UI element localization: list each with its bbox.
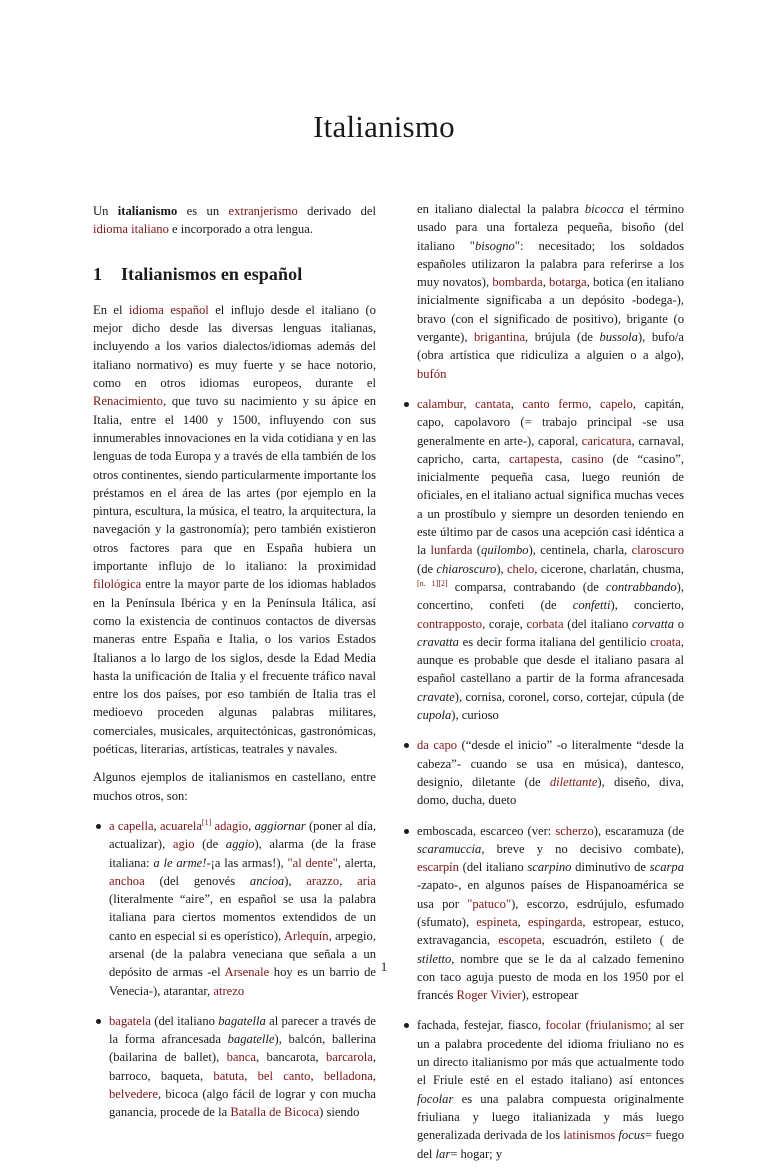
link-latinismos[interactable]: latinismos bbox=[563, 1128, 616, 1143]
section-number: 1 bbox=[93, 263, 103, 284]
list-item-b-continued: en italiano dialectal la palabra bicocca el término usado para una fortaleza pequeña, bisoño (del italiano "bisogno": necesitado; los soldados españoles utilizaron la palabra para referirse a los muy novatos), bombarda, botarga, botica (en italiano inicialmente significaba a un depósito -bodega-), bravo (con el significado de positivo), brigante (o vergante), brigantina, brújula (de bussola), bufo/a (obra artística que ridiculiza a alguien o a algo), bufón bbox=[417, 202, 684, 381]
link-bagatela[interactable]: bagatela bbox=[109, 1013, 151, 1028]
link-corbata[interactable]: corbata bbox=[526, 616, 564, 631]
link-calambur[interactable]: calambur bbox=[417, 396, 464, 411]
link-extranjerismo[interactable]: extranjerismo bbox=[228, 204, 298, 218]
link-da-capo[interactable]: da capo bbox=[417, 738, 458, 753]
link-casino[interactable]: casino bbox=[571, 451, 604, 466]
link-escarpin[interactable]: escarpín bbox=[417, 860, 459, 875]
link-a-capella[interactable]: a capella bbox=[109, 818, 154, 833]
link-friulanismo[interactable]: friulanismo bbox=[589, 1018, 648, 1033]
link-anchoa[interactable]: anchoa bbox=[109, 873, 145, 888]
link-agio[interactable]: agio bbox=[172, 837, 195, 852]
link-banca[interactable]: banca bbox=[226, 1050, 256, 1065]
link-espineta[interactable]: espineta bbox=[476, 914, 518, 929]
link-arazzo[interactable]: arazzo bbox=[306, 873, 340, 888]
link-scherzo[interactable]: scherzo bbox=[555, 823, 594, 838]
link-patuco[interactable]: "patuco" bbox=[467, 896, 512, 911]
link-belladona[interactable]: belladona bbox=[323, 1068, 373, 1083]
footnote-ref[interactable]: [n. 1][2] bbox=[417, 578, 448, 588]
list-item-d: da capo (“desde el inicio” -o literalmente “desde la cabeza”- cuando se usa en música), dantesco, designio, diletante (de dilettante), diseño, diva, domo, ducha, dueto bbox=[401, 736, 684, 809]
link-bombarda[interactable]: bombarda bbox=[492, 275, 543, 290]
link-escopeta[interactable]: escopeta bbox=[498, 933, 542, 948]
link-aria[interactable]: aria bbox=[357, 873, 377, 888]
link-atrezo[interactable]: atrezo bbox=[213, 983, 245, 998]
link-batuta[interactable]: batuta bbox=[213, 1068, 245, 1083]
link-contrapposto[interactable]: contrapposto bbox=[417, 616, 483, 631]
link-chelo[interactable]: chelo bbox=[506, 561, 535, 576]
link-espingarda[interactable]: espingarda bbox=[527, 914, 583, 929]
page-number: 1 bbox=[380, 959, 388, 974]
section-title-text: Italianismos en español bbox=[121, 263, 303, 284]
link-focolar[interactable]: focolar bbox=[545, 1018, 582, 1033]
page-title: Italianismo bbox=[313, 109, 455, 144]
link-cantata[interactable]: cantata bbox=[475, 396, 511, 411]
link-botarga[interactable]: botarga bbox=[549, 275, 587, 290]
list-item-f: fachada, festejar, fiasco, focolar (friulanismo; al ser un a palabra procedente del idioma friuliano no es un directo italianismo por más que actualmente todo el Friule esté en el estado italiano) así entonces focolar es una palabra compuesta originalmente friuliana y luego italianizada y más luego generalizada derivada de los latinismos focus= fuego del lar= hogar; y bbox=[401, 1016, 684, 1162]
link-barcarola[interactable]: barcarola bbox=[326, 1050, 373, 1065]
link-lunfarda[interactable]: lunfarda bbox=[430, 543, 473, 558]
link-idioma-italiano[interactable]: idioma italiano bbox=[93, 222, 169, 237]
link-canto-fermo[interactable]: canto fermo bbox=[522, 396, 589, 411]
body-paragraph: En el idioma español el influjo desde el italiano (o mejor dicho desde las diversas lenguas italianas, incluyendo a los varios dialectos/idiomas además del italiano normativo) es muy fuerte y se hace notorio, como en otros idiomas europeos, durante el Renacimiento, que tuvo su nacimiento y su ápice en Italia, entre el 1400 y 1500, influyendo con sus innumerables innovaciones en la vida cotidiana y en las lenguas de toda Europa y a través de ella también de los otros continentes, siendo particularmente importante los préstamos en el área de las artes (por ejemplo en la pintura, escultura, la música, el teatro, la arquitectura, la navegación y la gastronomía); pero también existieron otros factores para que en España hubiera un importante influjo de lo italiano: la proximidad filológica entre la mayor parte de los idiomas hablados en la Península Ibérica y en la Península Itálica, así como la existencia de continuos contactos de diversas maneras entre España e Italia, o los varios Estados Italianos a lo largo de los siglos, desde la Edad Media hasta la unificación de Italia y el frecuente tráfico naval entre los dos países, por eso también de Italia tras el medioevo proceden algunas palabras militares, comerciales, musicales, arquitectónicas, gastronómicas, poéticas, literarias, artísticas, teatrales y navales. bbox=[93, 302, 376, 757]
link-dilettante[interactable]: dilettante bbox=[549, 774, 598, 789]
link-acuarela[interactable]: acuarela bbox=[159, 818, 202, 833]
link-idioma-espanol[interactable]: idioma español bbox=[128, 302, 209, 317]
left-column bbox=[93, 200, 376, 1134]
list-item-a: a capella, acuarela[1] adagio, aggiornar (poner al día, actualizar), agio (de aggio), alarma (de la frase italiana: a le arme!-¡a las armas!), "al dente", alerta, anchoa (del genovés ancioa), arazzo, aria (literalmente “aire”, en español se usa la palabra italiana para ciertos momentos extendidos de un canto en especial si es operístico), Arlequín, arpegio, arsenal (de la palabra veneciana que señala a un depósito de armas -el Arsenale hoy es un barrio de Venecia-), atarantar, atrezo bbox=[93, 817, 376, 1000]
link-bel-canto[interactable]: bel canto bbox=[257, 1068, 311, 1083]
link-cartapesta[interactable]: cartapesta bbox=[508, 451, 560, 466]
link-croata[interactable]: croata bbox=[650, 634, 681, 649]
list-item-e: emboscada, escarceo (ver: scherzo), escaramuza (de scaramuccia, breve y no decisivo combate), escarpín (del italiano scarpino diminutivo de scarpa -zapato-, en algunos países de Hispanoamérica se usa por "patuco"), escorzo, esdrújulo, esfumado (sfumato), espineta, espingarda, estropear, estuco, extravagancia, escopeta, escuadrón, estileto ( de stiletto, nombre que se le da al calzado femenino con taco aguja puesto de moda en los 1950 por el francés Roger Vivier), estropear bbox=[401, 822, 684, 1005]
link-renacimiento[interactable]: Renacimiento bbox=[93, 394, 163, 409]
term-bold: italianismo bbox=[117, 204, 178, 218]
link-batalla-de-bicoca[interactable]: Batalla de Bicoca bbox=[230, 1105, 320, 1120]
footnote-ref[interactable]: [1] bbox=[201, 817, 212, 827]
link-filologica[interactable]: filológica bbox=[93, 577, 142, 592]
link-bufon[interactable]: bufón bbox=[417, 366, 447, 381]
link-roger-vivier[interactable]: Roger Vivier bbox=[456, 988, 522, 1003]
link-caricatura[interactable]: caricatura bbox=[581, 433, 632, 448]
right-column bbox=[401, 200, 684, 1175]
section-heading bbox=[93, 265, 376, 283]
link-brigantina[interactable]: brigantina bbox=[473, 330, 526, 345]
list-item-b: bagatela (del italiano bagatella al parecer a través de la forma afrancesada bagatelle), balcón, ballerina (bailarina de ballet), banca, bancarota, barcarola, barroco, baqueta, batuta, bel canto, belladona, belvedere, bicoca (algo fácil de lograr y con mucha ganancia, procede de la Batalla de Bicoca) siendo bbox=[93, 1012, 376, 1122]
intro-paragraph: Un italianismo es un extranjerismo derivado del idioma italiano e incorporado a otra lengua. bbox=[93, 204, 376, 237]
link-al-dente[interactable]: "al dente" bbox=[287, 855, 338, 870]
link-arsenale[interactable]: Arsenale bbox=[224, 965, 270, 980]
link-belvedere[interactable]: belvedere bbox=[109, 1087, 158, 1102]
examples-intro-paragraph: Algunos ejemplos de italianismos en castellano, entre muchos otros, son: bbox=[93, 770, 376, 803]
link-adagio[interactable]: adagio bbox=[214, 818, 249, 833]
italianisms-list-continued bbox=[401, 395, 684, 1163]
link-arlequin[interactable]: Arlequín bbox=[283, 928, 329, 943]
link-capelo[interactable]: capelo bbox=[599, 396, 633, 411]
list-item-c: calambur, cantata, canto fermo, capelo, capitán, capo, capolavoro (= trabajo principal -se usa generalmente en arte-), caporal, caricatura, carnaval, capricho, carta, cartapesta, casino (de “casino”, inicialmente pequeña casa, luego reunión de oficiales, en el italiano actual significa muchas veces a un prostíbulo y siempre un desorden teniendo en este último par de casos una acepción casi idéntica a la lunfarda (quilombo), centinela, charla, claroscuro (de chiaroscuro), chelo, cicerone, charlatán, chusma, [n. 1][2] comparsa, contrabando (de contrabbando), concertino, confeti (de confetti), concierto, contrapposto, coraje, corbata (del italiano corvatta o cravatta es decir forma italiana del gentilicio croata, aunque es probable que desde el italiano pasara al español castellano a partir de la forma afrancesada cravate), cornisa, coronel, corso, cortejar, cúpula (de cupola), curioso bbox=[401, 395, 684, 724]
link-claroscuro[interactable]: claroscuro bbox=[631, 543, 685, 558]
